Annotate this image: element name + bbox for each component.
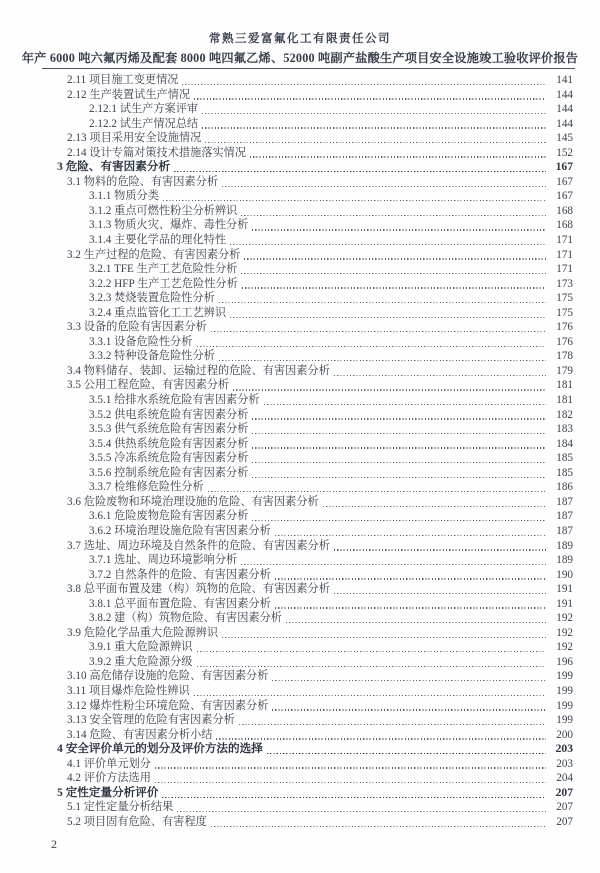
toc-entry-page: 144 (556, 103, 573, 116)
toc-leader-dots (244, 258, 546, 259)
toc-entry-page: 167 (556, 175, 573, 188)
toc-entry-page: 192 (556, 612, 573, 625)
toc-entry-label: 2.13 项目采用安全设施情况 (67, 132, 202, 145)
toc-entry-label: 2.12 生产装置试生产情况 (67, 88, 191, 101)
toc-entry-label: 3.5.1 给排水系统危险有害因素分析 (89, 394, 260, 407)
toc-entry (0, 102, 600, 117)
toc-entry-label: 3.9.1 重大危险源辨识 (89, 641, 193, 654)
toc-leader-dots (252, 418, 546, 419)
toc-entry-page: 199 (556, 670, 573, 683)
toc-leader-dots (272, 680, 546, 681)
toc-entry-page: 190 (556, 568, 573, 581)
toc-entry-label: 3.1.4 主要化学品的理化特性 (89, 234, 227, 247)
toc-entry (0, 233, 600, 248)
toc-entry (0, 655, 600, 670)
toc-entry-page: 207 (556, 801, 573, 814)
toc-entry (0, 349, 600, 364)
toc-leader-dots (323, 506, 546, 507)
toc-entry (0, 684, 600, 699)
toc-entry (0, 131, 600, 146)
toc-entry-label: 3.10 高危储存设施的危险、有害因素分析 (67, 670, 269, 683)
toc-entry-page: 145 (556, 132, 573, 145)
toc-leader-dots (155, 782, 546, 783)
toc-entry-label: 3.5.5 冷冻系统危险有害因素分析 (89, 452, 249, 465)
toc-leader-dots (155, 767, 546, 768)
toc-leader-dots (211, 826, 546, 827)
toc-entry-page: 144 (556, 88, 573, 101)
toc-entry (0, 669, 600, 684)
toc-leader-dots (241, 273, 546, 274)
toc-leader-dots (334, 375, 546, 376)
toc-entry-label: 3.4 物料储存、装卸、运输过程的危险、有害因素分析 (67, 364, 330, 377)
toc-leader-dots (250, 156, 546, 157)
toc-entry-page: 171 (556, 263, 573, 276)
toc-entry-page: 179 (556, 364, 573, 377)
toc-entry (0, 73, 600, 88)
toc-leader-dots (272, 709, 546, 710)
toc-leader-dots (252, 477, 546, 478)
toc-entry-label: 3.3.2 特种设备危险性分析 (89, 350, 215, 363)
toc-entry-label: 3.2.2 HFP 生产工艺危险性分析 (89, 277, 238, 290)
toc-entry-page: 181 (556, 394, 573, 407)
toc-entry (0, 466, 600, 481)
toc-entry-page: 184 (556, 437, 573, 450)
toc-entry (0, 699, 600, 714)
toc-entry (0, 393, 600, 408)
toc-entry (0, 568, 600, 583)
toc-entry-label: 3.6.2 环境治理设施危险有害因素分析 (89, 524, 271, 537)
toc-entry (0, 306, 600, 321)
toc-leader-dots (219, 302, 546, 303)
toc-entry-page: 186 (556, 481, 573, 494)
toc-entry (0, 771, 600, 786)
toc-entry-page: 167 (556, 190, 573, 203)
toc-entry-label: 3.7.1 选址、周边环境影响分析 (89, 554, 238, 567)
toc-entry-page: 173 (556, 277, 573, 290)
toc-entry (0, 175, 600, 190)
toc-entry-page: 191 (556, 597, 573, 610)
toc-entry-label: 2.11 项目施工变更情况 (67, 74, 179, 86)
toc-leader-dots (242, 287, 546, 288)
toc-entry (0, 742, 600, 757)
header-rule (42, 68, 575, 69)
toc-entry (0, 495, 600, 510)
toc-entry-label: 3.8 总平面布置及建（构）筑物的危险、有害因素分析 (67, 583, 330, 596)
toc-leader-dots (252, 520, 546, 521)
toc-entry-label: 3.1.3 物质火灾、爆炸、毒性分析 (89, 219, 249, 232)
toc-entry-label: 3.13 安全管理的危险有害因素分析 (67, 714, 235, 727)
toc-entry (0, 786, 600, 801)
toc-entry-page: 203 (555, 742, 573, 756)
toc-entry-page: 182 (556, 408, 573, 421)
toc-leader-dots (216, 738, 546, 739)
toc-leader-dots (230, 244, 546, 245)
toc-leader-dots (230, 317, 546, 318)
toc-leader-dots (275, 607, 546, 608)
toc-entry-label: 3.12 爆炸性粉尘环境危险、有害因素分析 (67, 699, 269, 712)
toc-entry (0, 597, 600, 612)
footer-page-number: 2 (51, 837, 57, 851)
toc-entry-label: 5.1 定性定量分析结果 (67, 801, 174, 814)
toc-entry-page: 199 (556, 684, 573, 697)
toc-entry-page: 178 (556, 350, 573, 363)
toc-entry-page: 187 (556, 495, 573, 508)
toc-entry (0, 626, 600, 641)
toc-entry-page: 185 (556, 452, 573, 465)
toc-entry-label: 3.7 选址、周边环境及自然条件的危险、有害因素分析 (67, 539, 330, 552)
toc-leader-dots (208, 491, 546, 492)
toc-entry (0, 218, 600, 233)
toc-entry-label: 3.2.1 TFE 生产工艺危险性分析 (89, 263, 238, 276)
toc-entry-page: 187 (556, 510, 573, 523)
toc-entry (0, 480, 600, 495)
toc-leader-dots (252, 229, 546, 230)
toc-entry-label: 3.9 危险化学品重大危险源辨识 (67, 626, 219, 639)
toc-entry-label: 3.2.3 焚烧装置危险性分析 (89, 292, 215, 305)
toc-entry (0, 422, 600, 437)
toc-entry-label: 3.2 生产过程的危险、有害因素分析 (67, 248, 241, 261)
toc-entry-label: 3.5 公用工程危险、有害因素分析 (67, 379, 230, 392)
toc-entry-page: 199 (556, 699, 573, 712)
toc-entry-label: 3.5.4 供热系统危险有害因素分析 (89, 437, 249, 450)
toc-leader-dots (267, 753, 546, 754)
toc-entry-page: 207 (556, 815, 573, 828)
toc-entry-label: 3 危险、有害因素分析 (57, 160, 171, 174)
toc-entry-label: 4.2 评价方法选用 (67, 772, 151, 785)
toc-entry-label: 3.5.3 供气系统危险有害因素分析 (89, 423, 249, 436)
toc-leader-dots (275, 578, 546, 579)
toc-leader-dots (239, 724, 546, 725)
toc-entry-label: 2.12.1 试生产方案评审 (89, 103, 199, 116)
toc-entry-page: 175 (556, 292, 573, 305)
toc-entry-page: 181 (556, 379, 573, 392)
toc-leader-dots (162, 797, 546, 798)
toc-entry (0, 291, 600, 306)
toc-entry-label: 2.14 设计专篇对策技术措施落实情况 (67, 146, 247, 159)
toc-entry-label: 2.12.2 试生产情况总结 (89, 117, 199, 130)
toc-entry (0, 408, 600, 423)
toc-entry (0, 582, 600, 597)
toc-entry-label: 3.5.6 控制系统危险有害因素分析 (89, 466, 249, 479)
toc-leader-dots (334, 593, 546, 594)
header-company-name: 常熟三爱富氟化工有限责任公司 (209, 33, 391, 45)
toc-entry (0, 248, 600, 263)
toc-entry (0, 364, 600, 379)
toc-entry-page: 168 (556, 204, 573, 217)
toc-entry-page: 168 (556, 219, 573, 232)
toc-entry-page: 204 (556, 772, 573, 785)
toc-leader-dots (197, 651, 547, 652)
toc-leader-dots (252, 447, 546, 448)
toc-entry-page: 183 (556, 423, 573, 436)
toc-entry (0, 757, 600, 772)
toc (0, 73, 600, 829)
toc-entry (0, 117, 600, 132)
toc-entry (0, 713, 600, 728)
toc-leader-dots (174, 171, 546, 172)
toc-entry (0, 277, 600, 292)
toc-leader-dots (202, 113, 546, 114)
toc-leader-dots (264, 404, 546, 405)
toc-leader-dots (177, 811, 546, 812)
toc-entry-page: 187 (556, 524, 573, 537)
toc-entry-label: 5 定性定量分析评价 (57, 785, 159, 799)
toc-entry (0, 88, 600, 103)
toc-leader-dots (241, 215, 546, 216)
toc-entry-label: 3.11 项目爆炸危险性辨识 (67, 684, 190, 697)
toc-leader-dots (219, 360, 546, 361)
toc-entry (0, 160, 600, 175)
toc-entry-page: 176 (556, 335, 573, 348)
toc-entry-label: 3.3.7 检维修危险性分析 (89, 481, 204, 494)
toc-entry-page: 167 (555, 160, 573, 174)
toc-entry-page: 192 (556, 641, 573, 654)
toc-entry-label: 5.2 项目固有危险、有害程度 (67, 815, 207, 828)
toc-entry-label: 3.6.1 危险废物危险有害因素分析 (89, 510, 249, 523)
toc-entry-page: 192 (556, 626, 573, 639)
toc-entry-page: 191 (556, 583, 573, 596)
toc-leader-dots (252, 433, 546, 434)
toc-entry (0, 451, 600, 466)
toc-entry-label: 3.3 设备的危险有害因素分析 (67, 321, 207, 334)
toc-entry (0, 611, 600, 626)
toc-leader-dots (182, 84, 546, 85)
toc-entry-label: 3.1.1 物质分类 (89, 190, 159, 203)
toc-entry-label: 3.8.1 总平面布置危险、有害因素分析 (89, 597, 271, 610)
toc-entry-page: 207 (555, 785, 573, 799)
toc-entry (0, 189, 600, 204)
toc-entry-page: 176 (556, 321, 573, 334)
toc-leader-dots (197, 346, 547, 347)
toc-entry (0, 262, 600, 277)
toc-entry (0, 146, 600, 161)
header-report-title: 年产 6000 吨六氟丙烯及配套 8000 吨四氟乙烯、52000 吨副产盐酸生产项目安全设施竣工验收评价报告 (21, 51, 579, 65)
toc-entry (0, 524, 600, 539)
toc-entry-page: 171 (556, 248, 573, 261)
toc-leader-dots (241, 564, 546, 565)
toc-leader-dots (334, 549, 546, 550)
toc-leader-dots (286, 622, 546, 623)
toc-leader-dots (222, 186, 546, 187)
toc-entry-label: 3.8.2 建（构）筑物危险、有害因素分析 (89, 612, 282, 625)
toc-leader-dots (222, 637, 546, 638)
toc-entry (0, 640, 600, 655)
toc-entry-page: 185 (556, 466, 573, 479)
toc-entry-page: 189 (556, 539, 573, 552)
toc-leader-dots (194, 98, 546, 99)
toc-entry (0, 378, 600, 393)
toc-entry-label: 3.7.2 自然条件的危险、有害因素分析 (89, 568, 271, 581)
toc-entry-label: 4 安全评价单元的划分及评价方法的选择 (57, 742, 263, 756)
toc-leader-dots (197, 666, 547, 667)
toc-entry-page: 199 (556, 714, 573, 727)
toc-entry-label: 3.9.2 重大危险源分级 (89, 655, 193, 668)
toc-leader-dots (211, 331, 546, 332)
toc-entry-label: 3.1 物料的危险、有害因素分析 (67, 175, 219, 188)
toc-entry-page: 152 (556, 146, 573, 159)
toc-entry (0, 800, 600, 815)
toc-entry (0, 320, 600, 335)
toc-entry (0, 204, 600, 219)
toc-entry (0, 539, 600, 554)
toc-entry-label: 3.5.2 供电系统危险有害因素分析 (89, 408, 249, 421)
toc-entry-label: 3.14 危险、有害因素分析小结 (67, 728, 213, 741)
toc-entry-page: 203 (556, 757, 573, 770)
toc-entry (0, 553, 600, 568)
toc-entry-label: 3.2.4 重点监管化工工艺辨识 (89, 306, 227, 319)
toc-leader-dots (252, 462, 546, 463)
toc-leader-dots (202, 127, 546, 128)
toc-leader-dots (233, 389, 546, 390)
toc-leader-dots (275, 535, 546, 536)
toc-entry (0, 335, 600, 350)
toc-entry-page: 175 (556, 306, 573, 319)
toc-leader-dots (194, 695, 546, 696)
toc-entry (0, 437, 600, 452)
toc-entry-label: 3.3.1 设备危险性分析 (89, 335, 193, 348)
toc-entry-page: 196 (556, 655, 573, 668)
toc-entry-label: 4.1 评价单元划分 (67, 757, 151, 770)
toc-entry-page: 144 (556, 117, 573, 130)
toc-entry (0, 815, 600, 830)
toc-entry (0, 509, 600, 524)
toc-entry-label: 3.6 危险废物和环境治理设施的危险、有害因素分析 (67, 495, 319, 508)
toc-entry-page: 189 (556, 554, 573, 567)
toc-leader-dots (163, 200, 546, 201)
toc-leader-dots (205, 142, 546, 143)
toc-entry-page: 171 (556, 234, 573, 247)
toc-entry-label: 3.1.2 重点可燃性粉尘分析辨识 (89, 204, 238, 217)
toc-entry-page: 200 (556, 728, 573, 741)
toc-entry-page: 141 (556, 74, 573, 86)
toc-entry (0, 728, 600, 743)
